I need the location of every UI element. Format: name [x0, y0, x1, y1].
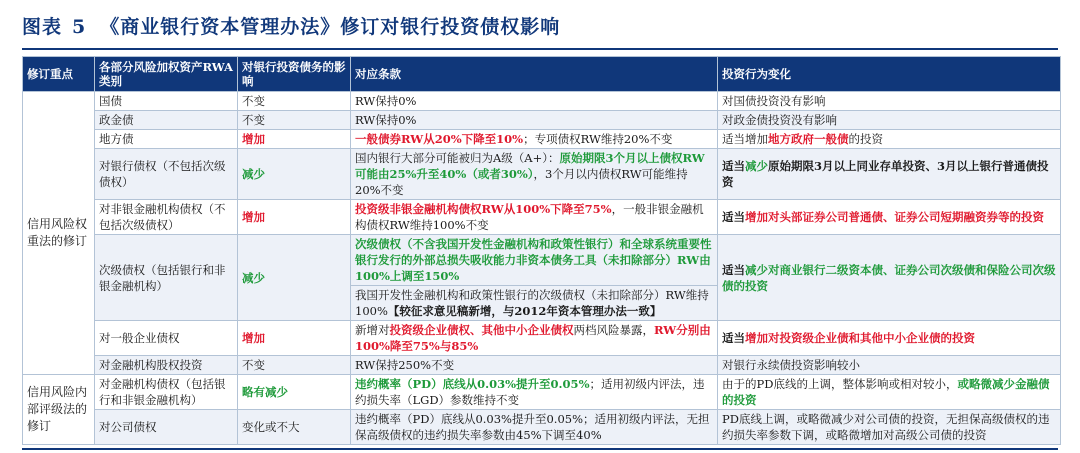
behavior-cell: [718, 235, 1061, 321]
clause-text: 新增对: [355, 323, 390, 337]
figure-title: [22, 12, 560, 39]
behavior-text: 适当: [722, 331, 745, 345]
impact-cell: 略有减少: [238, 375, 351, 410]
behavior-text: 的投资: [848, 132, 883, 146]
asset-class-cell: 政金债: [95, 111, 238, 130]
clause-text: ；适用初级内评法，违约损失率（LGD）参数维持不变: [355, 377, 705, 407]
table-row: [23, 410, 1061, 445]
impact-cell: 不变: [238, 356, 351, 375]
table-row: [23, 92, 1061, 111]
clause-text: ；专项债权RW维持20%不变: [523, 132, 673, 146]
behavior-cell: [718, 200, 1061, 235]
table-row: [23, 356, 1061, 375]
clause-cell: 违约概率（PD）底线从0.03%提升至0.05%；适用初级内评法，无担保高级债权的违约损失率参数由45%下调至40%: [351, 410, 718, 445]
behavior-text: 适当: [722, 262, 745, 277]
clause-note: 【较征求意见稿新增，与2012年资本管理办法一致】: [387, 304, 662, 318]
clause-highlight: 投资级企业债权、其他中小企业债权: [389, 323, 574, 337]
header-behavior: 投资行为变化: [718, 57, 1061, 92]
clause-text: 我国开发性金融机构和政策性银行的次级债权（未扣除部分）RW维持100%: [355, 288, 709, 318]
clause-cell: [351, 375, 718, 410]
asset-class-cell: 对一般企业债权: [95, 321, 238, 356]
impact-cell: 不变: [238, 111, 351, 130]
table-row: [23, 375, 1061, 410]
clause-highlight: 原始期限3个月以上债权RW可能由25%升至40%（或者30%）: [355, 151, 705, 181]
behavior-cell: [718, 321, 1061, 356]
asset-class-cell: 对非银金融机构债权（不包括次级债权）: [95, 200, 238, 235]
asset-class-cell: 对金融机构债权（包括银行和非银金融机构）: [95, 375, 238, 410]
figure-number: 5: [72, 16, 87, 38]
header-impact: 对银行投资债务的影响: [238, 57, 351, 92]
table-row: [23, 149, 1061, 200]
impact-cell: 减少: [238, 149, 351, 200]
asset-class-cell: 次级债权（包括银行和非银金融机构）: [95, 235, 238, 321]
table-row: [23, 130, 1061, 149]
behavior-highlight: 减少对商业银行二级资本债、证券公司次级债和保险公司次级债的投资: [722, 262, 1056, 293]
clause-cell: [351, 200, 718, 235]
behavior-cell: 对政金债投资没有影响: [718, 111, 1061, 130]
clause-cell: [351, 130, 718, 149]
revision-impact-table: [22, 56, 1061, 445]
behavior-highlight: 增加对投资级企业债和其他中小企业债的投资: [745, 331, 975, 345]
behavior-text: 适当: [722, 159, 745, 173]
clause-cell: RW保持0%: [351, 92, 718, 111]
impact-cell: 不变: [238, 92, 351, 111]
figure-title-text: 《商业银行资本管理办法》修订对银行投资债权影响: [100, 16, 561, 38]
clause-highlight: 次级债权（不含我国开发性金融机构和政策性银行）和全球系统重要性银行发行的外部总损失吸收能力非资本债务工具（未扣除部分）RW由100%上调至150%: [355, 237, 712, 283]
clause-highlight: RW分别由100%降至75%与85%: [355, 323, 711, 353]
clause-highlight: 违约概率（PD）底线从0.03%提升至0.05%: [355, 377, 590, 391]
behavior-text: 适当: [722, 210, 745, 224]
impact-cell: 增加: [238, 200, 351, 235]
clause-text: 两档风险暴露，: [573, 323, 654, 337]
asset-class-cell: 地方债: [95, 130, 238, 149]
asset-class-cell: 对银行债权（不包括次级债权）: [95, 149, 238, 200]
clause-text: 国内银行大部分可能被归为A级（A+）：: [355, 151, 560, 165]
clause-highlight: 投资级非银金融机构债权RW从100%下降至75%: [355, 202, 612, 216]
clause-cell: [351, 235, 718, 321]
behavior-cell: PD底线上调，或略微减少对公司债的投资，无担保高级债权的违约损失率参数下调，或略微增加对高级公司债的投资: [718, 410, 1061, 445]
impact-cell: 增加: [238, 130, 351, 149]
impact-cell: 增加: [238, 321, 351, 356]
clause-cell: RW保持250%不变: [351, 356, 718, 375]
behavior-text: 适当增加: [722, 132, 768, 146]
clause-highlight: 一般债券RW从20%下降至10%: [355, 132, 524, 146]
behavior-cell: 对国债投资没有影响: [718, 92, 1061, 111]
clause-text: ，一般非银金融机构债权RW维持100%不变: [355, 202, 704, 232]
figure-label: 图表: [22, 16, 63, 38]
behavior-cell: 对银行永续债投资影响较小: [718, 356, 1061, 375]
table-row: [23, 321, 1061, 356]
header-clause: 对应条款: [351, 57, 718, 92]
group-standard-approach: 信用风险权重法的修订: [23, 92, 95, 375]
title-divider: [22, 48, 1058, 50]
behavior-highlight: 地方政府一般债: [768, 132, 849, 146]
behavior-highlight: 或略微减少金融债的投资: [722, 377, 1050, 407]
header-asset-class: 各部分风险加权资产RWA类别: [95, 57, 238, 92]
table-row: [23, 235, 1061, 321]
header-focus: 修订重点: [23, 57, 95, 92]
group-irb-approach: 信用风险内部评级法的修订: [23, 375, 95, 445]
behavior-cell: [718, 375, 1061, 410]
clause-text: ，3个月以内债权RW可能维持20%不变: [355, 167, 688, 197]
clause-cell: [351, 149, 718, 200]
clause-cell: [351, 321, 718, 356]
behavior-text: 原始期限3月以上同业存单投资、3月以上银行普通债投资: [722, 159, 1049, 189]
behavior-text: 由于的PD底线的上调，整体影响或相对较小，: [722, 377, 958, 391]
impact-cell: 减少: [238, 235, 351, 321]
table-header-row: [23, 57, 1061, 92]
table-row: [23, 111, 1061, 130]
clause-cell: RW保持0%: [351, 111, 718, 130]
asset-class-cell: 国债: [95, 92, 238, 111]
clause-part: [351, 286, 717, 320]
behavior-highlight: 增加对头部证券公司普通债、证券公司短期融资券等的投资: [745, 210, 1044, 224]
asset-class-cell: 对公司债权: [95, 410, 238, 445]
table-row: [23, 200, 1061, 235]
behavior-highlight: 减少: [745, 159, 768, 173]
asset-class-cell: 对金融机构股权投资: [95, 356, 238, 375]
bottom-divider: [22, 448, 1058, 450]
impact-cell: 变化或不大: [238, 410, 351, 445]
behavior-cell: [718, 149, 1061, 200]
clause-part: [351, 235, 717, 286]
behavior-cell: [718, 130, 1061, 149]
